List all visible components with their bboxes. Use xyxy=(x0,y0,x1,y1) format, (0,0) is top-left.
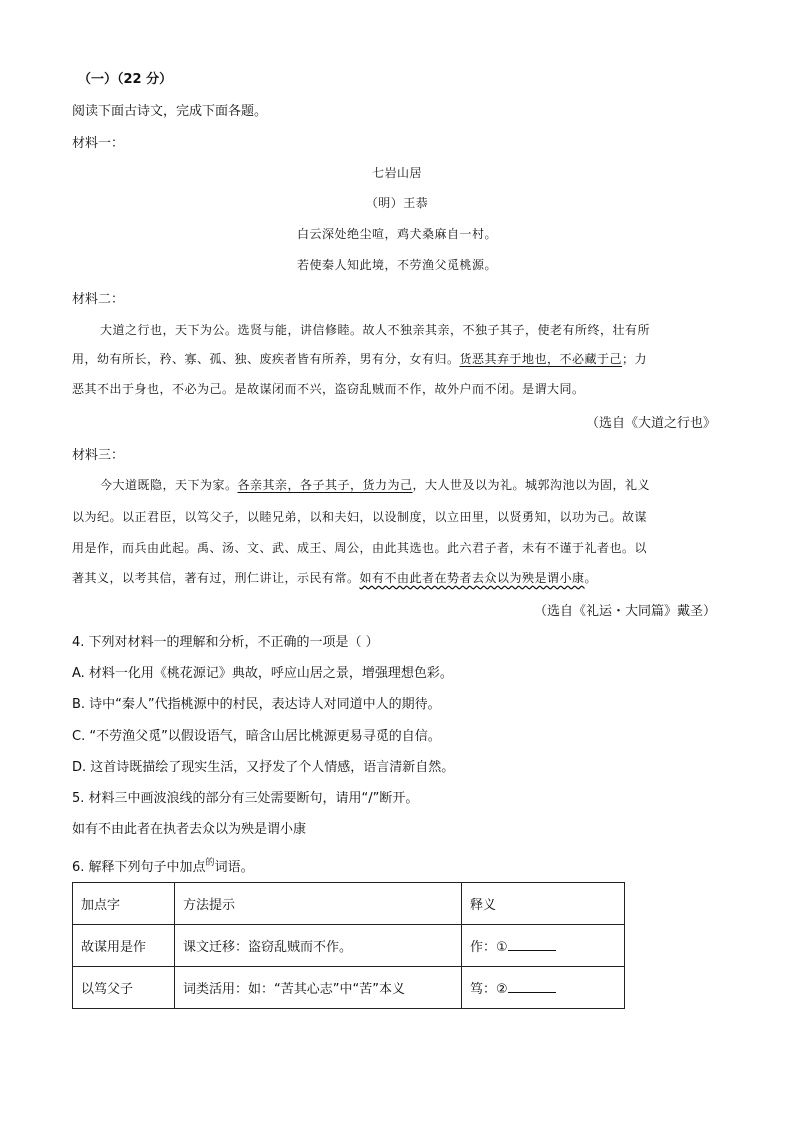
material3-label: 材料三： xyxy=(72,448,125,463)
poem-author: （明）王恭 xyxy=(365,196,429,210)
material2-source: （选自《大道之行也》 xyxy=(585,416,716,431)
material3-line-2: 以为纪。以正君臣，以笃父子，以睦兄弟，以和夫妇，以设制度，以立田里，以贤勇知，以功为己。故谋 xyxy=(72,510,648,524)
material3-line-4 xyxy=(72,569,597,586)
material3-line-4-tail: 。 xyxy=(584,571,598,585)
table-header-cell: 加点字 xyxy=(73,883,175,925)
table-header-cell: 方法提示 xyxy=(175,883,462,925)
material3-line-3: 用是作，而兵由此起。禹、汤、文、武、成王、周公，由此其选也。此六君子者，未有不谨于礼者也。以 xyxy=(72,541,648,555)
q4-option-a: A. 材料一化用《桃花源记》典故，呼应山居之景，增强理想色彩。 xyxy=(72,666,453,681)
material2-underlined: 货恶其弃于地也，不必藏于己 xyxy=(459,352,623,366)
material2-line-3: 恶其不出于身也，不必为己。是故谋闭而不兴，盗窃乱贼而不作，故外户而不闭。是谓大同。 xyxy=(72,382,585,396)
section-header: （一）（22 分） xyxy=(78,72,173,87)
q6-stem-text: 6. 解释下列句子中加点 xyxy=(72,860,206,875)
material2-line-2-text: 用，幼有所长，矜、寡、孤、独、废疾者皆有所养，男有分，女有归。 xyxy=(72,352,460,366)
table-cell: 故谋用是作 xyxy=(73,925,175,967)
q6-stem xyxy=(72,855,254,875)
answer-label: 笃：② xyxy=(470,982,508,997)
table-cell xyxy=(462,967,625,1009)
answer-blank[interactable] xyxy=(508,938,556,951)
material3-line-1-text: 今大道既隐，天下为家。 xyxy=(100,478,238,492)
table-cell: 以笃父子 xyxy=(73,967,175,1009)
answer-blank[interactable] xyxy=(508,980,556,993)
material1-label: 材料一： xyxy=(72,136,125,151)
material3-source: （选自《礼运・大同篇》戴圣） xyxy=(533,604,716,619)
poem-title: 七岩山居 xyxy=(371,166,422,180)
material2-line-1: 大道之行也，天下为公。选贤与能，讲信修睦。故人不独亲其亲，不独子其子，使老有所终，壮有所 xyxy=(100,323,651,337)
q4-option-d: D. 这首诗既描绘了现实生活，又抒发了个人情感，语言清新自然。 xyxy=(72,760,455,775)
q6-table xyxy=(72,882,625,1009)
material2-label: 材料二： xyxy=(72,292,125,307)
table-row xyxy=(73,925,625,967)
material3-line-1-tail: ，大人世及以为礼。城郭沟池以为固，礼义 xyxy=(412,478,651,492)
q6-stem-tail: 词语。 xyxy=(214,860,254,875)
table-row xyxy=(73,967,625,1009)
table-cell xyxy=(462,925,625,967)
q4-option-c: C. “不劳渔父觅”以假设语气，暗含山居比桃源更易寻觅的自信。 xyxy=(72,729,441,744)
answer-label: 作：① xyxy=(470,940,508,955)
material3-wavy-underlined: 如有不由此者在势者去众以为殃是谓小康 xyxy=(359,571,585,585)
table-header-row xyxy=(73,883,625,925)
q6-stem-mark: 的 xyxy=(205,858,215,868)
material2-line-2-tail: ；力 xyxy=(622,352,648,366)
table-cell: 课文迁移：盗窃乱贼而不作。 xyxy=(175,925,462,967)
q4-stem: 4. 下列对材料一的理解和分析，不正确的一项是（ ） xyxy=(72,635,379,650)
q5-stem: 5. 材料三中画波浪线的部分有三处需要断句，请用“/”断开。 xyxy=(72,791,419,806)
q5-text: 如有不由此者在执者去众以为殃是谓小康 xyxy=(72,822,307,837)
q4-option-b: B. 诗中“秦人”代指桃源中的村民，表达诗人对同道中人的期待。 xyxy=(72,697,441,712)
table-header-cell: 释义 xyxy=(462,883,625,925)
instruction: 阅读下面古诗文，完成下面各题。 xyxy=(72,104,268,119)
material2-line-2 xyxy=(72,350,647,367)
table-cell: 词类活用：如：“苦其心志”中“苦”本义 xyxy=(175,967,462,1009)
poem-line-1: 白云深处绝尘喧，鸡犬桑麻自一村。 xyxy=(296,227,497,241)
material3-line-1 xyxy=(100,476,650,493)
material3-underlined: 各亲其亲，各子其子，货力为己 xyxy=(237,478,413,492)
material3-line-4-text: 著其义，以考其信，著有过，刑仁讲让，示民有常。 xyxy=(72,571,360,585)
poem-line-2: 若使秦人知此境，不劳渔父觅桃源。 xyxy=(296,258,497,272)
